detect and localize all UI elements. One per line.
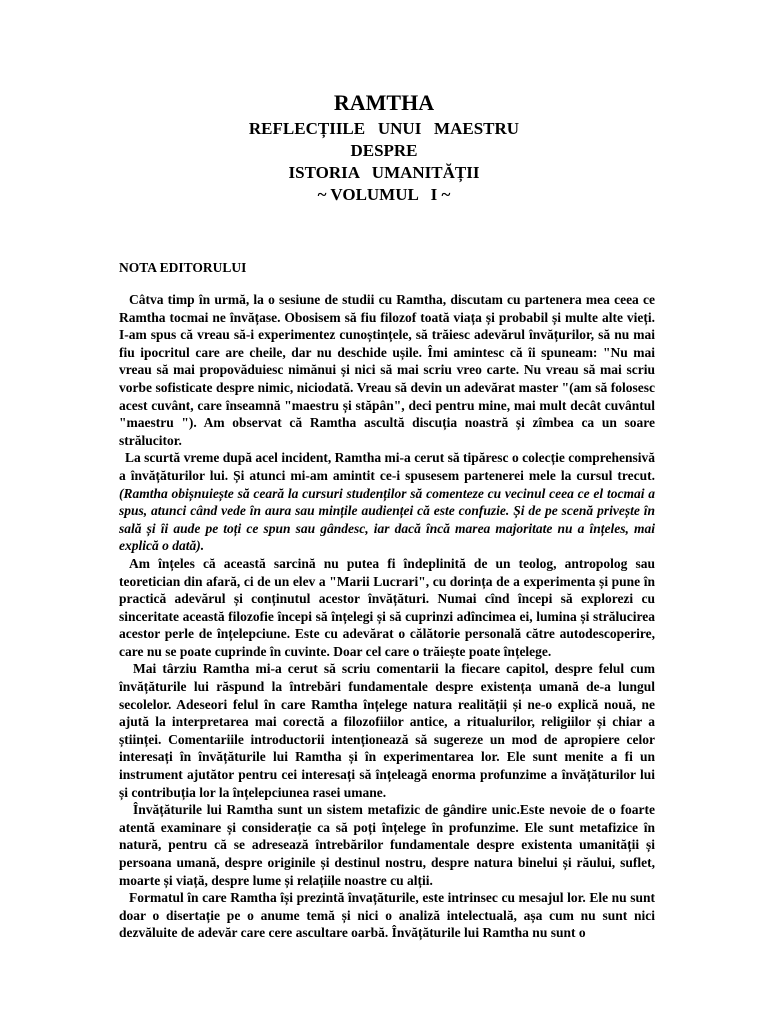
book-title: RAMTHA [333,90,435,115]
paragraph-2-text: La scurtă vreme după acel incident, Ramtha mi-a cerut să tipăresc o colecție comprehensivă a învățăturilor lui. Și atunci mi-am amintit ce-i spusesem partenerei mele la cursul trecut. [119,450,655,483]
paragraph-1: Câtva timp în urmă, la o sesiune de studii cu Ramtha, discutam cu partenera mea ceea ce Ramtha tocmai ne învățase. Obosisem să fiu filozof toată viața și probabil și multe alte vieți. I-am spus că vreau să-i experimentez cunoștințele, să trăiesc adevărul învățurilor, să nu mai fiu ipocritul care are cheile, dar nu deschide ușile. Îmi amintesc că îi spuneam: "Nu mai vreau să mai propovăduiesc nimănui și nici să mai scriu vreo carte. Nu vreau să mai scriu vorbe sofisticate despre nimic, niciodată. Vreau să devin un adevărat master "(am să folosesc acest cuvânt, care înseamnă "maestru și stăpân", deci pentru mine, mai mult decât cuvântul "maestru "). Am observat că Ramtha ascultă discuția noastră și zîmbea ca un soare strălucitor. [119,292,655,448]
paragraph-2-italic-note: (Ramtha obișnuiește să ceară la cursuri studenților să comenteze cu vecinul ceea ce el tocmai a spus, atunci când vede în aura sau mințile audienței că este confuzie. Și de pe scenă privește în sală și îi aude pe toți ce spun sau gândesc, iar dacă încă marea majoritate nu a înțeles, mai explică o dată). [119,485,655,554]
paragraph-3: Am înțeles că această sarcină nu putea fi îndeplinită de un teolog, antropolog sau teoretician din afară, ci de un elev a "Marii Lucrari", cu dorința de a experimenta și pune în practică adevărul și conținutul acestor învățături. Numai cînd începi să explorezi cu sinceritate această filozofie începi să înțelegi și să cuprinzi adîncimea ei, lumina și strălucirea acestor perle de înțelepciune. Este cu adevărat o călătorie personală către autodescoperire, care nu se poate cuprinde în cuvinte. Doar cel care o trăiește poate înțelege. [119,555,655,659]
paragraph-2 [119,449,655,555]
subtitle-line-1: REFLECȚIILE UNUI MAESTRU [248,119,520,138]
paragraph-5: Învățăturile lui Ramtha sunt un sistem metafizic de gândire unic.Este nevoie de o foarte atentă examinare și considerație ca să poți înțelege în profunzime. Ele sunt metafizice în natură, pentru că se adresează întrebărilor fundamentale despre existenta umanității și persoana umană, despre originile și destinul nostru, despre natura binelui și răului, suflet, moarte și viață, despre lume și relațiile noastre cu alții. [119,802,655,888]
subtitle-line-2: DESPRE [350,141,418,160]
editor-note-body [119,291,655,942]
paragraph-4: Mai târziu Ramtha mi-a cerut să scriu comentarii la fiecare capitol, despre felul cum învățăturile lui răspund la întrebări fundamentale despre existența umană de-a lungul secolelor. Adeseori felul în care Ramtha înțelege natura realității și ne-o explică nouă, ne ajută la interpretarea mai corectă a filozofiilor antice, a ritualurilor, religiilor și chiar a științei. Comentariile introductorii intenționează să sugereze un mod de apropiere celor interesați în învățăturile lui Ramtha și în experimentarea lor. Ele sunt menite a fi un instrument ajutător pentru cei interesați să înțeleagă enorma profunzime a învățăturilor lui și contribuția lor la înțelepciunea rasei umane. [119,661,655,800]
subtitle-line-3: ISTORIA UMANITĂȚII [288,163,480,182]
title-block [0,88,768,206]
paragraph-6: Formatul în care Ramtha își prezintă învațăturile, este intrinsec cu mesajul lor. Ele nu sunt doar o disertație pe o anume temă și nici o analiză intelectuală, așa cum nu sunt nici dezvăluite de adevăr care cere ascultare oarbă. Învățăturile lui Ramtha nu sunt o [119,890,655,941]
editor-note-heading: NOTA EDITORULUI [119,260,247,275]
volume-label: ~ VOLUMUL I ~ [317,185,451,204]
